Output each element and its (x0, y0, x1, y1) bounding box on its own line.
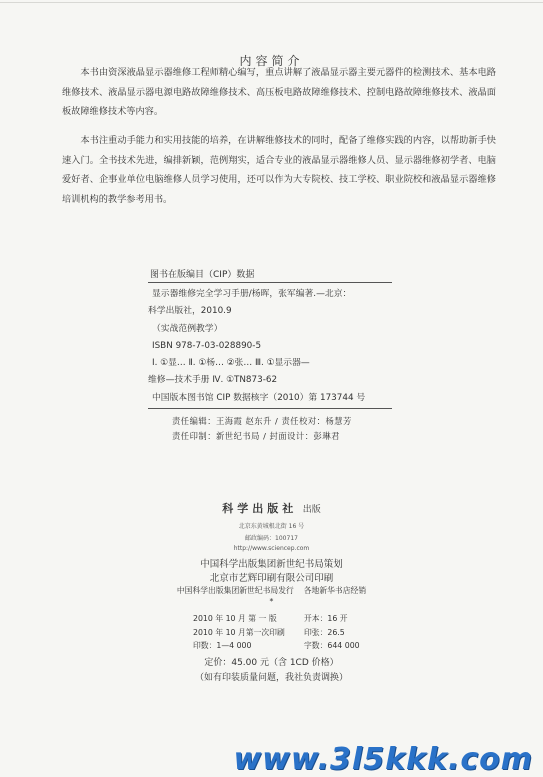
spec-printing: 2010 年 10 月第一次印刷 (193, 628, 285, 637)
intro-paragraph-2: 本书注重动手能力和实用技能的培养，在讲解维修技术的同时，配备了维修实践的内容，以帮助新手快速入门。全书技术先进，编排新颖，范例翔实，适合专业的液晶显示器维修人员、显示器维修初学者、电脑爱好者、企事业单位电脑维修人员学习使用，还可以作为大专院校、技工学校、职业院校和液晶显示器维修培训机构的教学参考用书。 (62, 135, 496, 205)
cip-bottom-rule (148, 408, 392, 409)
cip-header: 图书在版编目（CIP）数据 (148, 267, 392, 283)
price: 定价：45.00 元（含 1CD 价格） (204, 658, 339, 668)
separator-star: * (269, 597, 274, 606)
cip-record-number: 中国版本图书馆 CIP 数据核字（2010）第 173744 号 (152, 392, 366, 403)
spec-copies: 印数：1—4 000 (193, 641, 252, 650)
publisher-postcode: 邮政编码：100717 (245, 535, 298, 542)
publisher-suffix: 出版 (302, 505, 321, 515)
cip-block (148, 267, 392, 409)
printer-line: 北京市艺辉印刷有限公司印刷 (209, 573, 334, 584)
intro-paragraph-1: 本书由资深液晶显示器维修工程师精心编写，重点讲解了液晶显示器主要元器件的检测技术、基本电路维修技术、液晶显示器电源电路故障维修技术、高压板电路故障维修技术、控制电路故障维修技术、液晶面板故障维修技术等内容。 (62, 67, 496, 118)
distribution-line (0, 585, 543, 596)
page-title: 内容简介 (239, 54, 304, 68)
credits-line-2: 责任印制：新世纪书局 / 封面设计：彭琳君 (172, 431, 340, 441)
cip-line: Ⅰ. ①显… Ⅱ. ①杨… ②张… Ⅲ. ①显示器— (152, 358, 310, 369)
credits-line-1: 责任编辑：王海霞 赵东升 / 责任校对：杨慧芳 (172, 416, 352, 426)
cip-line: （实战范例教学） (152, 323, 223, 334)
cip-line: 维修—技术手册 Ⅳ. ①TN873-62 (148, 375, 278, 386)
planning-line: 中国科学出版集团新世纪书局策划 (200, 559, 343, 570)
quality-notice: （如有印装质量问题，我社负责调换） (194, 673, 348, 683)
distribution-retail: 各地新华书店经销 (303, 586, 367, 595)
scan-edge (0, 2, 543, 3)
publisher-website: http://www.sciencep.com (233, 545, 310, 552)
spec-sheets: 印张：26.5 (304, 628, 345, 637)
distribution-publisher: 中国科学出版集团新世纪书局发行 (176, 586, 294, 595)
publisher-seal: 科学出版社 (222, 502, 298, 515)
cip-line: 科学出版社，2010.9 (148, 306, 232, 317)
spec-edition: 2010 年 10 月 第 一 版 (193, 614, 277, 623)
spec-format: 开本：16 开 (304, 614, 348, 623)
publisher-name (0, 500, 543, 516)
publisher-address: 北京东黄城根北街 16 号 (238, 523, 305, 530)
spec-words: 字数：644 000 (304, 641, 360, 650)
cip-line: 显示器维修完全学习手册/杨晖，张军编著.—北京： (152, 289, 352, 299)
site-watermark[interactable]: www.3l5kkk.com (233, 742, 533, 777)
cip-isbn: ISBN 978-7-03-028890-5 (152, 340, 262, 351)
